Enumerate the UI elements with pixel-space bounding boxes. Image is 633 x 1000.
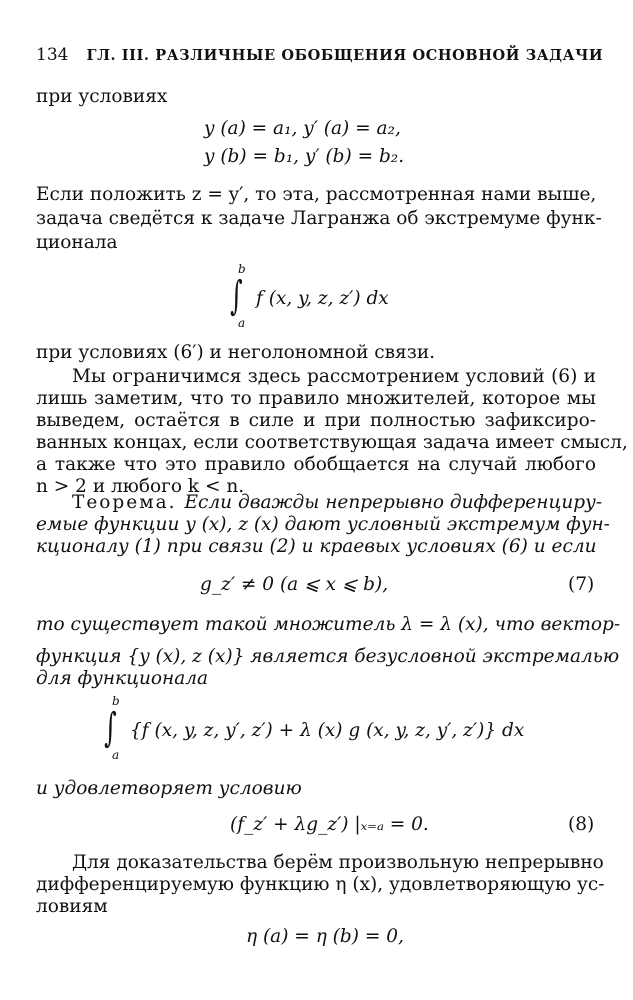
text-line: Для доказательства берём произвольную непрерывно <box>72 852 604 873</box>
text-line: Мы ограничимся здесь рассмотрением условий (6) и <box>72 366 596 387</box>
theorem-first-line <box>72 492 603 514</box>
integrand: f (x, y, z, z′) dx <box>256 288 389 309</box>
page-number: 134 <box>36 45 69 65</box>
integral-upper-limit: b <box>238 262 246 276</box>
text-line: при условиях (6′) и неголономной связи. <box>36 342 436 363</box>
theorem-text: то существует такой множитель λ = λ (x), что вектор- <box>36 614 621 635</box>
text-line: а также что это правило обобщается на случай любого <box>36 454 596 475</box>
text-line: выведем, остаётся в силе и при полностью зафиксиро- <box>36 410 596 431</box>
equation-line: y (b) = b₁, y′ (b) = b₂. <box>204 146 405 167</box>
text-line: задача сведётся к задаче Лагранжа об экстремуме функ- <box>36 208 602 229</box>
integral-lower-limit: a <box>238 316 246 330</box>
theorem-text: и удовлетворяет условию <box>36 778 302 799</box>
text-line: ционала <box>36 232 118 253</box>
theorem-text: функция {y (x), z (x)} является безусловной экстремалью <box>36 646 620 667</box>
integrand: {f (x, y, z, y′, z′) + λ (x) g (x, y, z, y′, z′)} dx <box>130 720 525 741</box>
integral-lower-limit: a <box>112 748 120 762</box>
equation-number: (7) <box>568 574 595 595</box>
text-line: дифференцируемую функцию η (x), удовлетворяющую ус- <box>36 874 605 895</box>
equation-line: η (a) = η (b) = 0, <box>246 926 404 947</box>
text-line: ловиям <box>36 896 108 917</box>
theorem-text: Если дважды непрерывно дифференциру- <box>184 492 603 513</box>
integral-upper-limit: b <box>112 694 120 708</box>
theorem-label: Теорема. <box>72 492 177 513</box>
equation-number: (8) <box>568 814 595 835</box>
integral-sign: ∫ <box>104 705 117 751</box>
equation-line: (f_z′ + λg_z′) |ₓ₌ₐ = 0. <box>230 814 429 835</box>
integral-sign: ∫ <box>230 273 243 319</box>
theorem-text: для функционала <box>36 668 209 689</box>
text-line: n > 2 и любого k < n. <box>36 476 245 497</box>
page-header <box>36 44 603 67</box>
equation-line: g_z′ ≠ 0 (a ⩽ x ⩽ b), <box>200 574 389 595</box>
theorem-text: емые функции y (x), z (x) дают условный экстремум фун- <box>36 514 610 535</box>
text-line: при условиях <box>36 86 168 107</box>
text-line: ванных концах, если соответствующая задача имеет смысл, <box>36 432 628 453</box>
equation-line: y (a) = a₁, y′ (a) = a₂, <box>204 118 401 139</box>
theorem-text: кционалу (1) при связи (2) и краевых условиях (6) и если <box>36 536 597 557</box>
text-line: лишь заметим, что то правило множителей, которое мы <box>36 388 596 409</box>
text-line: Если положить z = y′, то эта, рассмотренная нами выше, <box>36 184 597 205</box>
chapter-title: ГЛ. III. РАЗЛИЧНЫЕ ОБОБЩЕНИЯ ОСНОВНОЙ ЗАДАЧИ <box>86 47 604 64</box>
